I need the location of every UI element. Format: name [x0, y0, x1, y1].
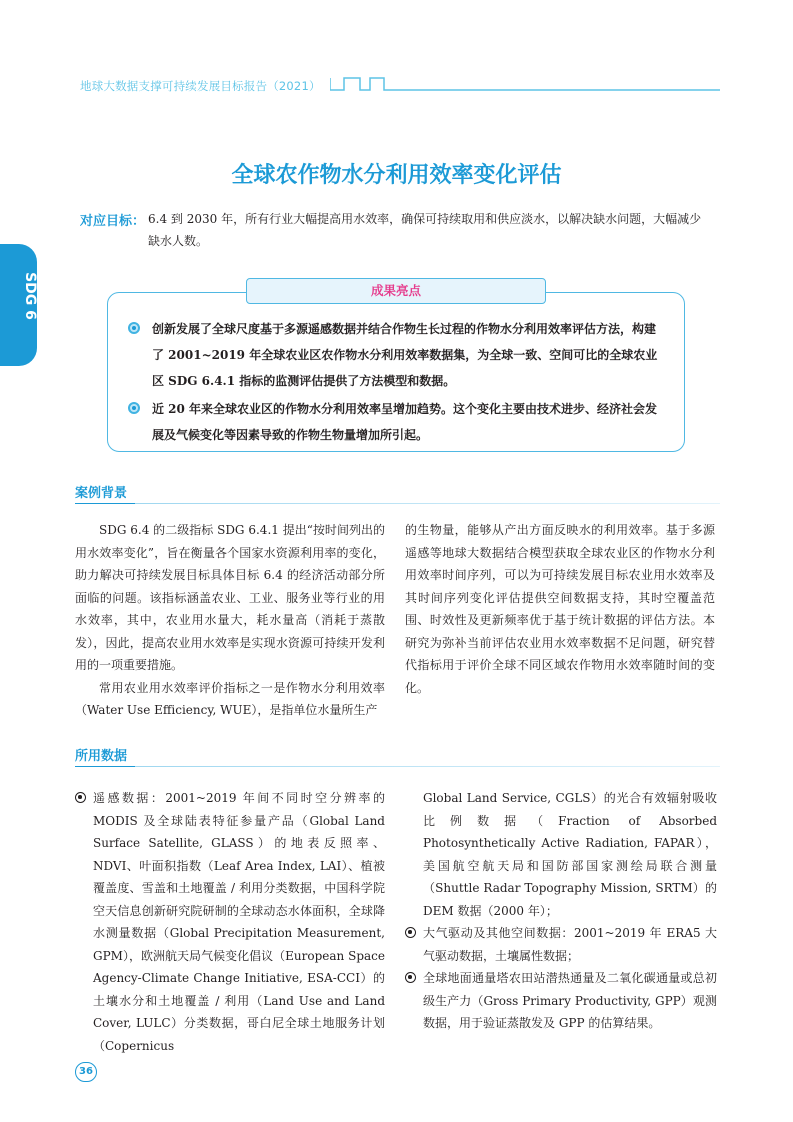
section-underline [75, 766, 720, 768]
section-underline [75, 503, 720, 505]
target-label: 对应目标： [80, 214, 146, 229]
data-list-right [405, 787, 717, 1035]
target-text: 6.4 到 2030 年，所有行业大幅提高用水效率，确保可持续取用和供应淡水，以解决缺水问题，大幅减少缺水人数。 [148, 212, 702, 248]
circle-bullet-icon [128, 402, 140, 414]
highlight-item: 近 20 年来全球农业区的作物水分利用效率呈增加趋势。这个变化主要由技术进步、经济社会发展及气候变化等因素导致的作物生物量增加所引起。 [128, 396, 660, 448]
bullseye-bullet-icon [405, 927, 416, 938]
data-list-item: 遥感数据：2001~2019 年间不同时空分辨率的 MODIS 及全球陆表特征参量产品（Global Land Surface Satellite, GLASS）的地表反照率、NDVI、叶面积指数（Leaf Area Index, LAI）、植被覆盖度、雪盖和土地覆盖 / 利用分类数据，中国科学院空天信息创新研究院研制的全球动态水体面积，全球降水测量数据（Global Precipitation Measurement, GPM），欧洲航天局气候变化倡议（European Space Agency-Climate Change Initiative, ESA-CCI）的土壤水分和土地覆盖 / 利用（Land Use and Land Cover, LULC）分类数据，哥白尼全球土地服务计划（Copernicus [75, 787, 385, 1057]
sdg-side-tab-label: SDG 6 [21, 272, 38, 320]
background-left-column [75, 519, 385, 722]
page-title: 全球农作物水分利用效率变化评估 [231, 163, 562, 188]
circle-bullet-icon [128, 322, 140, 334]
background-paragraph: 的生物量，能够从产出方面反映水的利用效率。基于多源遥感等地球大数据结合模型获取全球农业区的作物水分利用效率时间序列，可以为可持续发展目标农业用水效率及其时间序列变化评估提供空间数据支持，其时空覆盖范围、时效性及更新频率优于基于统计数据的评估方法。本研究为弥补当前评估农业用水效率数据不足问题，研究替代指标用于评价全球不同区域农作物用水效率随时间的变化。 [405, 523, 715, 695]
background-paragraph: SDG 6.4 的二级指标 SDG 6.4.1 提出“按时间列出的用水效率变化”，旨在衡量各个国家水资源利用率的变化，助力解决可持续发展目标具体目标 6.4 的经济活动部分所面临的问题。该指标涵盖农业、工业、服务业等行业的用水效率，其中，农业用水量大，耗水量高（消耗于蒸散发），因此，提高农业用水效率是实现水资源可持续开发利用的一项重要措施。 [75, 523, 385, 672]
background-right-column [405, 519, 715, 699]
data-list-item-continuation: Global Land Service, CGLS）的光合有效辐射吸收比例数据（Fraction of Absorbed Photosynthetically Active Radiation, FAPAR），美国航空航天局和国防部国家测绘局联合测量（Shuttle Radar Topography Mission, SRTM）的 DEM 数据（2000 年）； [423, 791, 717, 918]
running-header: 地球大数据支撑可持续发展目标报告（2021） [80, 79, 321, 93]
highlights-heading: 成果亮点 [246, 278, 546, 304]
section-heading-data: 所用数据 [75, 745, 720, 767]
data-list-item: 大气驱动及其他空间数据：2001~2019 年 ERA5 大气驱动数据，土壤属性数据； [405, 922, 717, 967]
highlight-item: 创新发展了全球尺度基于多源遥感数据并结合作物生长过程的作物水分利用效率评估方法，构建了 2001~2019 年全球农业区农作物水分利用效率数据集，为全球一致、空间可比的全球农业区 SDG 6.4.1 指标的监测评估提供了方法模型和数据。 [128, 316, 660, 394]
bullseye-bullet-icon [405, 972, 416, 983]
data-list-left [75, 787, 385, 1057]
data-list-item: 全球地面通量塔农田站潜热通量及二氧化碳通量或总初级生产力（Gross Primary Productivity, GPP）观测数据，用于验证蒸散发及 GPP 的估算结果。 [405, 967, 717, 1035]
header-decoration [330, 74, 720, 94]
bullseye-bullet-icon [75, 792, 86, 803]
section-heading-background: 案例背景 [75, 482, 720, 504]
background-paragraph: 常用农业用水效率评价指标之一是作物水分利用效率（Water Use Efficiency, WUE），是指单位水量所生产 [75, 680, 385, 717]
page-number: 36 [75, 1062, 97, 1082]
sdg-side-tab [0, 244, 37, 366]
